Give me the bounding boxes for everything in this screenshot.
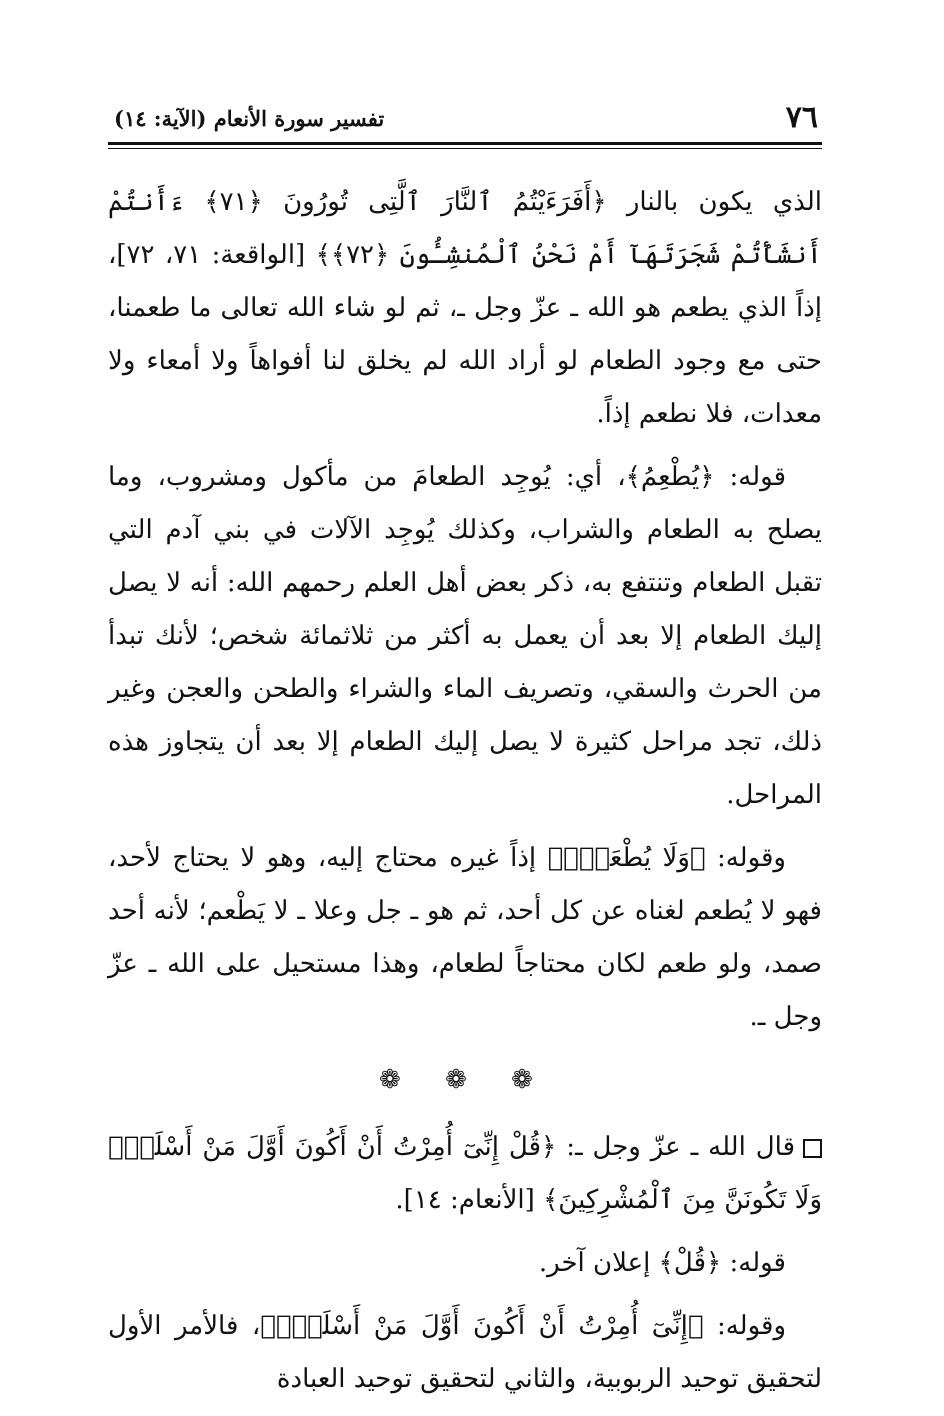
running-title: تفسير سورة الأنعام (الآية: ١٤) bbox=[114, 106, 385, 131]
paragraph: وقوله: ﴿إِنِّىٓ أُمِرْتُ أَنْ أَكُونَ أَوَّلَ مَنْ أَسْلَمَۖ﴾، فالأمر الأول لتحقيق توحيد الربوبية، والثاني لتحقيق توحيد العبادة bbox=[108, 1311, 822, 1394]
section-separator: ❁ ❁ ❁ bbox=[379, 1065, 551, 1095]
verse-heading bbox=[108, 1121, 822, 1227]
body-text bbox=[108, 176, 822, 1416]
paragraph: قوله: ﴿يُطْعِمُ﴾، أي: يُوجِد الطعامَ من مأكول ومشروب، وما يصلح به الطعام والشراب، وكذلك يُوجِد الآلات في بني آدم التي تقبل الطعام وتنتفع به، ذكر بعض أهل العلم رحمهم الله: أنه لا يصل إليك الطعام إلا بعد أن يعمل به أكثر من ثلاثمائة شخص؛ لأنك تبدأ من الحرث والسقي، وتصريف الماء والشراء والطحن والعجن وغير ذلك، تجد مراحل كثيرة لا يصل إليك الطعام إلا بعد أن يتجاوز هذه المراحل. bbox=[108, 462, 822, 810]
paragraph: قوله: ﴿قُلْ﴾ إعلان آخر. bbox=[538, 1248, 786, 1278]
page-number: ٧٦ bbox=[785, 100, 818, 135]
paragraph: الذي يكون بالنار ﴿أَفَرَءَيْتُمُ ٱلنَّارَ ٱلَّتِى تُورُونَ ﴿٧١﴾ ءَأَنتُمْ أَنشَأْتُمْ شَجَرَتَهَآ أَمْ نَحْنُ ٱلْمُنشِـُٔونَ ﴿٧٢﴾﴾ [الواقعة: ٧١، ٧٢]، إذاً الذي يطعم هو الله ـ عزّ وجل ـ، ثم لو شاء الله تعالى ما طعمنا، حتى مع وجود الطعام لو أراد الله لم يخلق لنا أفواهاً ولا أمعاء ولا معدات، فلا نطعم إذاً. bbox=[108, 187, 823, 429]
paragraph: وقوله: ﴿وَلَا يُطْعَمُۗ﴾ إذاً غيره محتاج إليه، وهو لا يحتاج لأحد، فهو لا يُطعم لغناه عن كل أحد، ثم هو ـ جل وعلا ـ لا يَطْعم؛ لأنه أحد صمد، ولو طعم لكان محتاجاً لطعام، وهذا مستحيل على الله ـ عزّ وجل ـ. bbox=[108, 843, 822, 1032]
verse-heading-text: قال الله ـ عزّ وجل ـ: ﴿قُلْ إِنِّىٓ أُمِرْتُ أَنْ أَكُونَ أَوَّلَ مَنْ أَسْلَمَۖ وَلَا تَكُونَنَّ مِنَ ٱلْمُشْرِكِينَ﴾ [الأنعام: ١٤]. bbox=[108, 1132, 822, 1215]
header-rule-thick bbox=[108, 142, 822, 145]
page-header bbox=[108, 96, 822, 140]
box-bullet-icon bbox=[803, 1139, 822, 1158]
header-rule-thin bbox=[108, 148, 822, 149]
